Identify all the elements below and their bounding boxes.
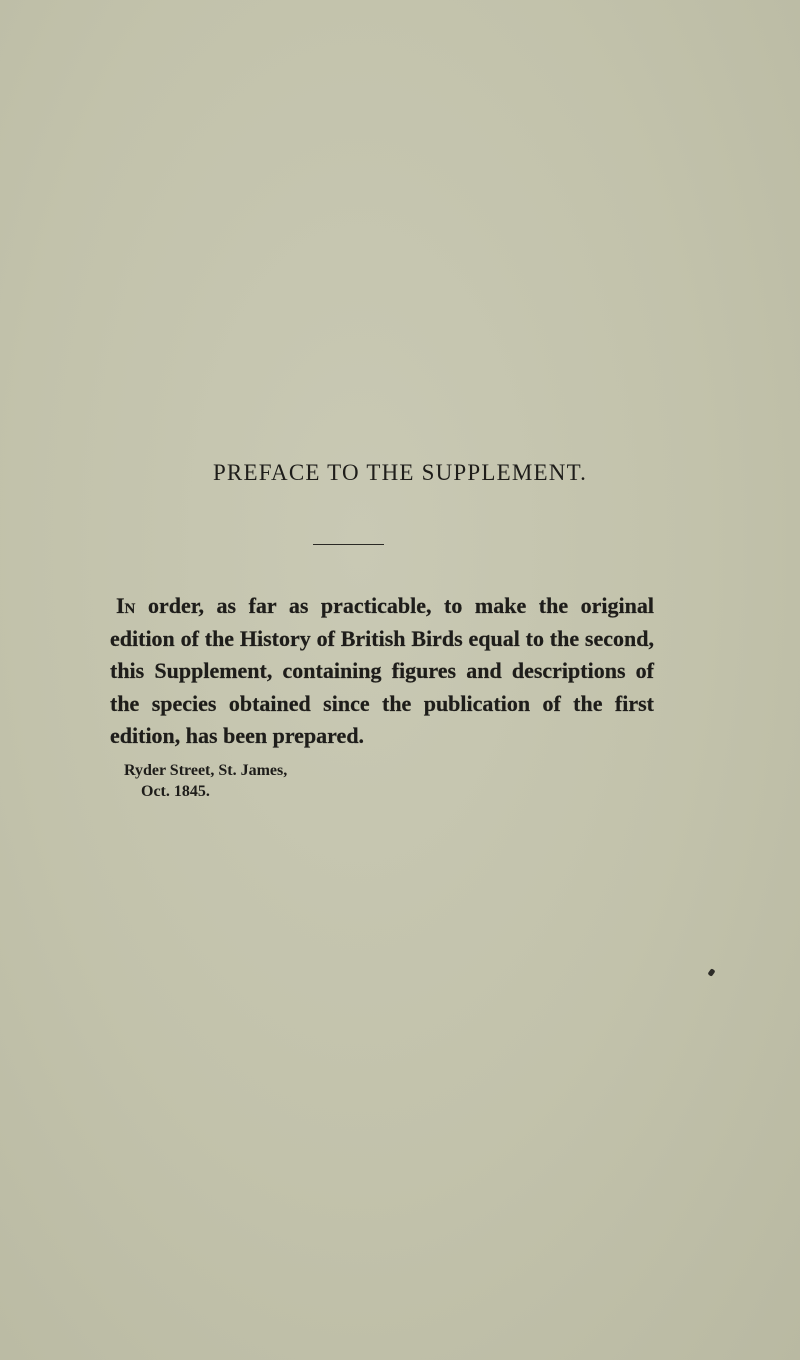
paragraph-lead-word: In bbox=[116, 593, 136, 618]
signoff-address: Ryder Street, St. James, bbox=[124, 762, 288, 779]
ink-speck bbox=[707, 968, 715, 977]
page-title: PREFACE TO THE SUPPLEMENT. bbox=[212, 460, 588, 485]
signoff bbox=[124, 760, 287, 802]
divider-rule bbox=[313, 544, 384, 545]
preface-paragraph bbox=[110, 590, 654, 753]
paragraph-text: order, as far as practicable, to make the original edition of the History of British Birds equal to the second, this Supplement, containing figures and descriptions of the species obtained since the publication of the first edition, has been prepared. bbox=[110, 593, 654, 748]
signoff-date: Oct. 1845. bbox=[141, 783, 210, 800]
